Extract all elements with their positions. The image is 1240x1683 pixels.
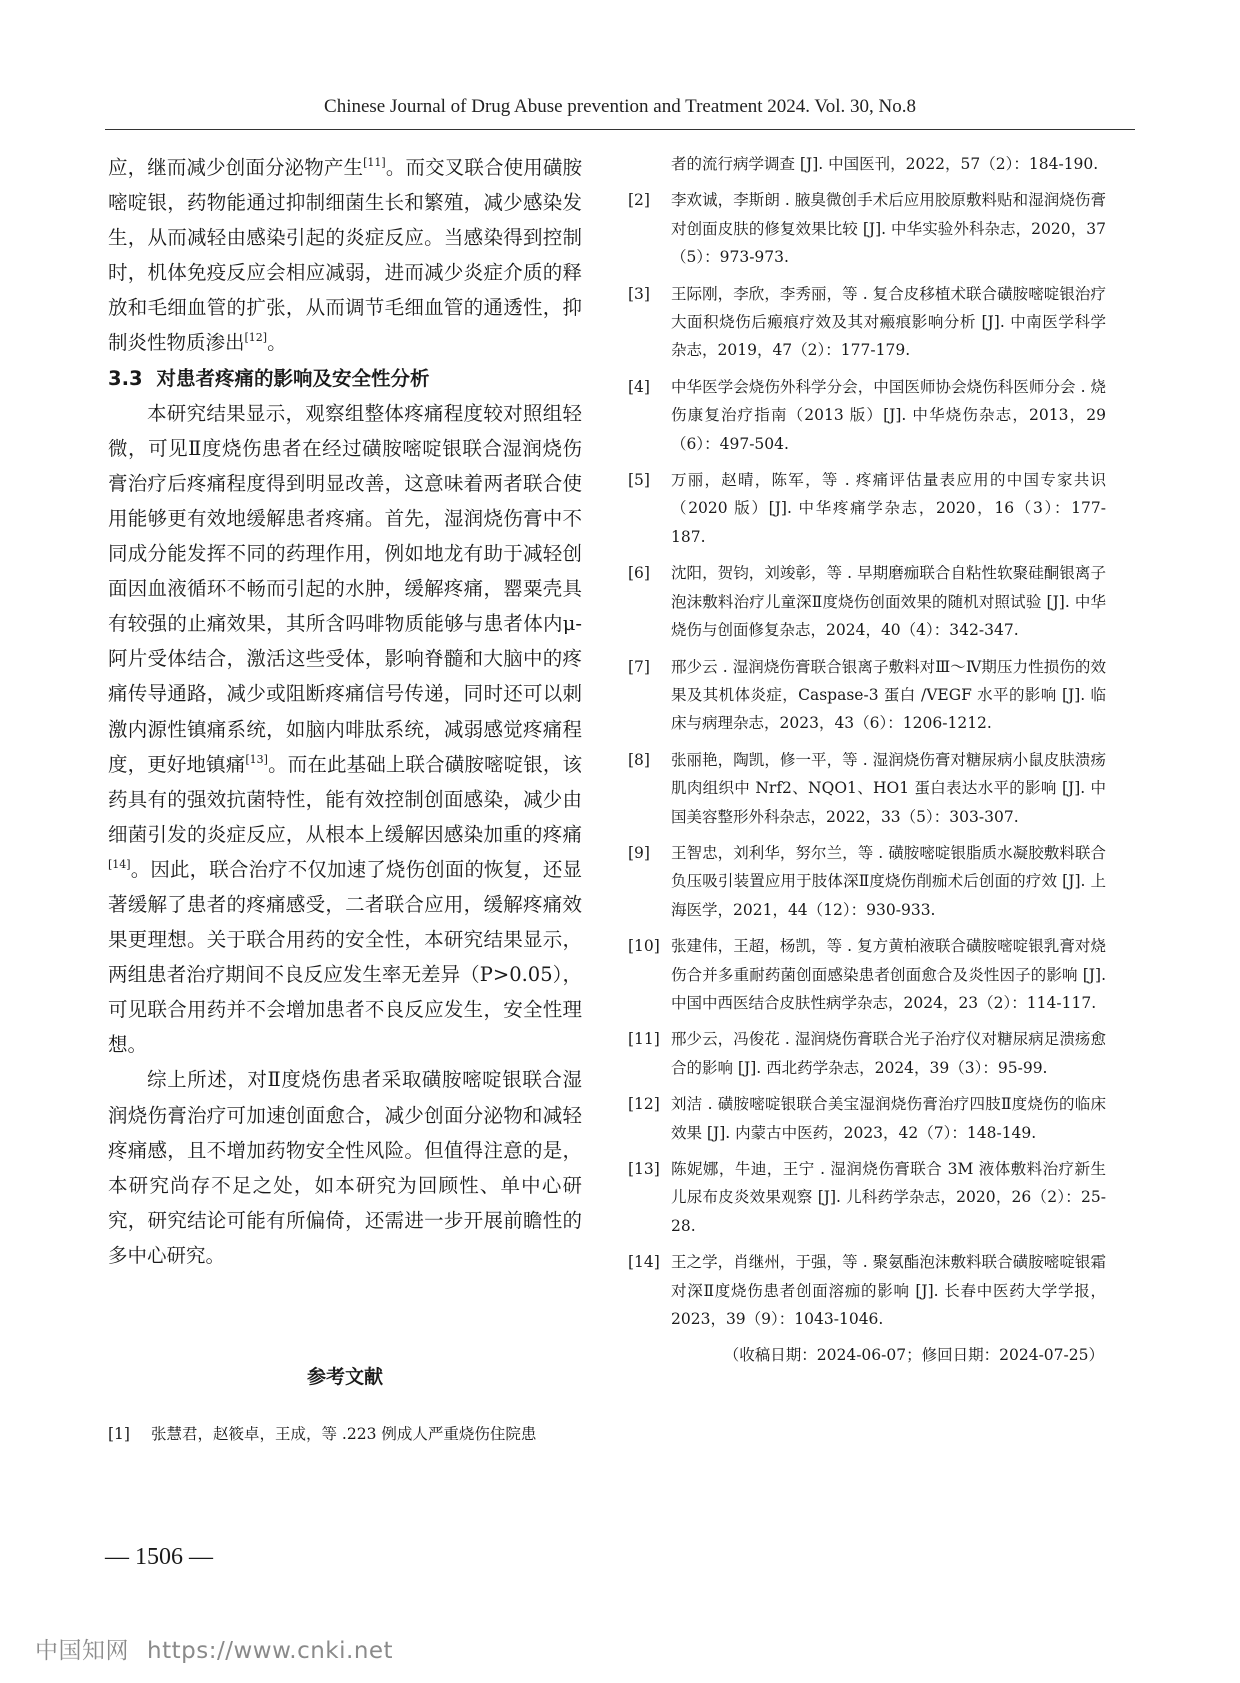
citation-12[interactable]: [12]: [244, 331, 268, 345]
reference-text: 邢少云，冯俊花 . 湿润烧伤膏联合光子治疗仪对糖尿病足溃疡愈合的影响 [J]. 西北药学杂志，2024，39（3）：95-99.: [671, 1030, 1106, 1077]
reference-text: 王智忠，刘利华，努尔兰，等 . 磺胺嘧啶银脂质水凝胶敷料联合负压吸引装置应用于肢体深Ⅱ度烧伤削痂术后创面的疗效 [J]. 上海医学，2021，44（12）：930-933.: [671, 843, 1106, 919]
cnki-watermark[interactable]: [35, 1632, 393, 1665]
reference-number: [2]: [628, 191, 650, 210]
reference-number: [10]: [628, 937, 660, 956]
reference-item: [628, 839, 1106, 924]
reference-number: [9]: [628, 843, 650, 862]
reference-text: 陈妮娜，牛迪，王宁 . 湿润烧伤膏联合 3M 液体敷料治疗新生儿尿布皮炎效果观察 [J]. 儿科药学杂志，2020，26（2）：25-28.: [671, 1160, 1106, 1235]
reference-number: [11]: [628, 1030, 660, 1049]
reference-text: 中华医学会烧伤外科学分会，中国医师协会烧伤科医师分会 . 烧伤康复治疗指南（2013 版）[J]. 中华烧伤杂志，2013，29（6）：497-504.: [671, 377, 1106, 453]
reference-item: [628, 1025, 1106, 1082]
text-run: 本研究结果显示，观察组整体疼痛程度较对照组轻微，可见Ⅱ度烧伤患者在经过磺胺嘧啶银联合湿润烧伤膏治疗后疼痛程度得到明显改善，这意味着两者联合使用能够更有效地缓解患者疼痛。首先，湿润烧伤膏中不同成分能发挥不同的药理作用，例如地龙有助于减轻创面因血液循环不畅而引起的水肿，缓解疼痛，罂粟壳具有较强的止痛效果，其所含吗啡物质能够与患者体内μ-阿片受体结合，激活这些受体，影响脊髓和大脑中的疼痛传导通路，减少或阻断疼痛信号传递，同时还可以刺激内源性镇痛系统，如脑内啡肽系统，减弱感觉疼痛程度，更好地镇痛: [108, 401, 582, 776]
reference-number: [7]: [628, 657, 650, 676]
reference-text: 王之学，肖继州，于强，等 . 聚氨酯泡沫敷料联合磺胺嘧啶银霜对深Ⅱ度烧伤患者创面溶痂的影响 [J]. 长春中医药大学学报，2023，39（9）：1043-1046.: [671, 1253, 1106, 1329]
references-title: 参考文献: [306, 1366, 383, 1388]
text-run: 。因此，联合治疗不仅加速了烧伤创面的恢复，还显著缓解了患者的疼痛感受，二者联合应用，缓解疼痛效果更理想。关于联合用药的安全性，本研究结果显示，两组患者治疗期间不良反应发生率无差异（P>0.05），可见联合用药并不会增加患者不良反应发生，安全性理想。: [108, 857, 582, 1057]
reference-text: 邢少云 . 湿润烧伤膏联合银离子敷料对Ⅲ～Ⅳ期压力性损伤的效果及其机体炎症，Caspase-3 蛋白 /VEGF 水平的影响 [J]. 临床与病理杂志，2023，43（6）：1206-1212.: [671, 657, 1106, 733]
running-header: Chinese Journal of Drug Abuse prevention and Treatment 2024. Vol. 30, No.8: [324, 96, 916, 117]
paragraph-conclusion: 综上所述，对Ⅱ度烧伤患者采取磺胺嘧啶银联合湿润烧伤膏治疗可加速创面愈合，减少创面分泌物和减轻疼痛感，且不增加药物安全性风险。但值得注意的是，本研究尚存不足之处，如本研究为回顾性、单中心研究，研究结论可能有所偏倚，还需进一步开展前瞻性的多中心研究。: [108, 1068, 582, 1267]
reference-number: [3]: [628, 284, 650, 303]
reference-text: 李欢诚，李斯朗 . 腋臭微创手术后应用胶原敷料贴和湿润烧伤膏对创面皮肤的修复效果比较 [J]. 中华实验外科杂志，2020，37（5）：973-973.: [671, 191, 1106, 267]
reference-number: [13]: [628, 1160, 660, 1178]
watermark-url[interactable]: https://www.cnki.net: [147, 1638, 394, 1664]
citation-14[interactable]: [14]: [108, 857, 131, 871]
header-rule: [105, 129, 1135, 130]
paragraph-continued: [108, 150, 582, 361]
right-column: [628, 150, 1106, 1369]
reference-text: 万丽，赵晴，陈军，等 . 疼痛评估量表应用的中国专家共识（2020 版）[J]. 中华疼痛学杂志，2020，16（3）：177-187.: [671, 471, 1106, 546]
reference-item: [628, 653, 1106, 738]
citation-11[interactable]: [11]: [363, 156, 386, 169]
reference-item: [628, 373, 1106, 458]
text-run: 应，继而减少创面分泌物产生: [108, 156, 364, 179]
reference-number: [5]: [628, 471, 650, 490]
reference-item: [628, 1248, 1106, 1333]
reference-item: [628, 280, 1106, 365]
reference-item: [628, 559, 1106, 644]
reference-item: [628, 466, 1106, 551]
reference-number: [6]: [628, 564, 650, 583]
reference-text: 刘洁 . 磺胺嘧啶银联合美宝湿润烧伤膏治疗四肢Ⅱ度烧伤的临床效果 [J]. 内蒙古中医药，2023，42（7）：148-149.: [671, 1095, 1106, 1142]
reference-item: [628, 1090, 1106, 1147]
reference-number: [4]: [628, 377, 650, 396]
reference-item: [628, 746, 1106, 831]
reference-number: [8]: [628, 750, 650, 769]
section-heading-3-3: [108, 361, 582, 396]
watermark-name: 中国知网: [35, 1638, 129, 1664]
text-run: 。而在此基础上联合磺胺嘧啶银，该药具有的强效抗菌特性，能有效控制创面感染，减少由细菌引发的炎症反应，从根本上缓解因感染加重的疼痛: [108, 752, 582, 846]
reference-number: [1]: [108, 1425, 130, 1443]
reference-text: 沈阳，贺钧，刘竣彰，等 . 早期磨痂联合自粘性软聚硅酮银离子泡沫敷料治疗儿童深Ⅱ度烧伤创面效果的随机对照试验 [J]. 中华烧伤与创面修复杂志，2024，40（4）：342-347.: [671, 564, 1106, 640]
text-run: 。: [267, 331, 287, 355]
reference-item-1: [108, 1420, 582, 1448]
citation-13[interactable]: [13]: [245, 752, 268, 766]
reference-item-1-continued: 者的流行病学调查 [J]. 中国医刊，2022，57（2）：184-190.: [671, 155, 1099, 173]
reference-number: [14]: [628, 1253, 660, 1272]
reference-text: 王际刚，李欣，李秀丽，等 . 复合皮移植术联合磺胺嘧啶银治疗大面积烧伤后瘢痕疗效及其对瘢痕影响分析 [J]. 中南医学科学杂志，2019，47（2）：177-179.: [671, 284, 1106, 360]
received-dates: （收稿日期：2024-06-07；修回日期：2024-07-25）: [723, 1346, 1104, 1365]
section-title: 对患者疼痛的影响及安全性分析: [156, 366, 430, 390]
text-run: 。而交叉联合使用磺胺嘧啶银，药物能通过抑制细菌生长和繁殖，减少感染发生，从而减轻由感染引起的炎症反应。当感染得到控制时，机体免疫反应会相应减弱，进而减少炎症介质的释放和毛细血管的扩张，从而调节毛细血管的通透性，抑制炎性物质渗出: [108, 156, 582, 355]
left-column: [108, 150, 582, 1273]
reference-text: 张建伟，王超，杨凯，等 . 复方黄柏液联合磺胺嘧啶银乳膏对烧伤合并多重耐药菌创面感染患者创面愈合及炎性因子的影响 [J]. 中国中西医结合皮肤性病学杂志，2024，23（2）：114-117.: [671, 937, 1106, 1012]
section-number: 3.3: [108, 366, 143, 390]
reference-number: [12]: [628, 1095, 660, 1114]
reference-text: 张丽艳，陶凯，修一平，等 . 湿润烧伤膏对糖尿病小鼠皮肤溃疡肌肉组织中 Nrf2、NQO1、HO1 蛋白表达水平的影响 [J]. 中国美容整形外科杂志，2022，33（5）：303-307.: [671, 750, 1106, 826]
reference-item: [628, 1155, 1106, 1240]
page-number: — 1506 —: [105, 1544, 213, 1570]
reference-item: [628, 186, 1106, 271]
reference-text: 张慧君，赵筱卓，王成，等 .223 例成人严重烧伤住院患: [151, 1425, 537, 1443]
paragraph-pain-analysis: [108, 396, 582, 1063]
reference-item: [628, 932, 1106, 1017]
